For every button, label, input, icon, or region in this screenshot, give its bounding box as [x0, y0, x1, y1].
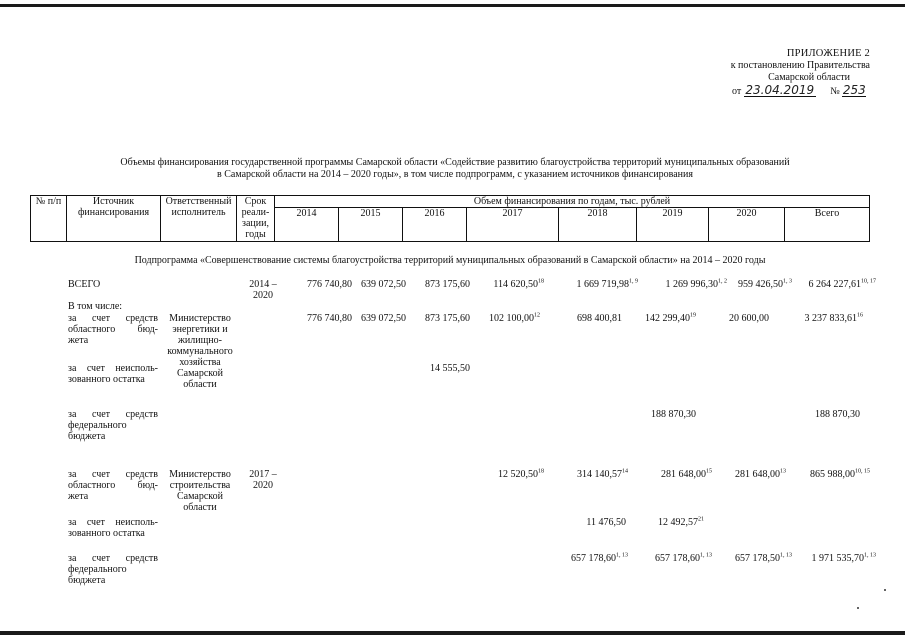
- construction-unused-2019: [604, 517, 704, 528]
- total-2017: [444, 279, 544, 290]
- value: 1 669 719,98: [576, 279, 629, 290]
- word: за: [68, 553, 77, 564]
- value: 3 237 833,61: [804, 313, 857, 324]
- footnote: 10, 17: [861, 278, 876, 285]
- word: бюд-: [137, 480, 158, 491]
- energy-unused-source: [68, 363, 158, 385]
- including-label: В том числе:: [68, 301, 123, 312]
- energy-regional-2018: 698 400,81: [577, 313, 622, 324]
- document-title-line-1: Объемы финансирования государственной программы Самарской области «Содействие развитию благоустройства территорий муниципальных образований: [120, 157, 790, 168]
- value: 281 648,00: [735, 469, 780, 480]
- footnote: 12: [534, 312, 540, 319]
- footnote: 19: [690, 312, 696, 319]
- word: областного: [68, 324, 116, 335]
- word: счет: [86, 517, 105, 528]
- word: средств: [125, 553, 158, 564]
- value: 1 269 996,30: [665, 279, 718, 290]
- header-year-2019: 2019: [637, 208, 709, 242]
- energy-federal-all: 188 870,30: [815, 409, 860, 420]
- energy-regional-2015: 639 072,50: [361, 313, 406, 324]
- word: средств: [125, 469, 158, 480]
- construction-unused-2018: 11 476,50: [586, 517, 626, 528]
- word: за: [68, 363, 77, 374]
- footnote: 15: [706, 468, 712, 475]
- word: областного: [68, 480, 116, 491]
- footnote: 18: [538, 278, 544, 285]
- value: 6 264 227,61: [808, 279, 861, 290]
- appendix-date-line: [732, 84, 870, 98]
- word: счет: [91, 469, 111, 480]
- document-title-line-2: в Самарской области на 2014 – 2020 годы», в том числе подпрограмм, с указанием источников финансирования: [217, 169, 693, 180]
- construction-regional-all: [770, 469, 870, 480]
- header-year-2018: 2018: [559, 208, 637, 242]
- total-label: ВСЕГО: [68, 279, 101, 290]
- word: за: [68, 313, 77, 324]
- footnote: 1, 13: [616, 552, 628, 559]
- header-responsible: Ответственный исполнитель: [161, 196, 237, 242]
- value: 657 178,50: [735, 553, 780, 564]
- header-volume: Объем финансирования по годам, тыс. рублей: [275, 196, 870, 208]
- source-line: бюджета: [68, 431, 106, 442]
- value: 314 140,57: [577, 469, 622, 480]
- subprogram-title: Подпрограмма «Совершенствование системы благоустройства территорий муниципальных образований в Самарской области» на 2014 – 2020 годы: [134, 255, 766, 266]
- energy-regional-2020: 20 600,00: [729, 313, 769, 324]
- source-line: [68, 409, 158, 420]
- energy-regional-2014: 776 740,80: [307, 313, 352, 324]
- construction-unused-source: [68, 517, 158, 539]
- document-title: [90, 157, 820, 181]
- appendix-title: ПРИЛОЖЕНИЕ 2: [786, 48, 870, 59]
- word: счет: [91, 409, 111, 420]
- footnote: 1, 2: [718, 278, 727, 285]
- source-line: жета: [68, 491, 89, 502]
- handwritten-number: 253: [842, 83, 866, 97]
- header-term: Срок реали-зации, годы: [237, 196, 275, 242]
- source-line: зованного остатка: [68, 374, 145, 385]
- value: 12 520,50: [498, 469, 538, 480]
- construction-term: 2017 – 2020: [249, 469, 277, 491]
- header-source: Источник финансирования: [67, 196, 161, 242]
- source-line: [68, 517, 158, 528]
- source-line: бюджета: [68, 575, 106, 586]
- footnote: 1, 9: [629, 278, 638, 285]
- word: неисполь-: [115, 517, 158, 528]
- energy-regional-all: [763, 313, 863, 324]
- header-year-2017: 2017: [467, 208, 559, 242]
- energy-unused-2016: 14 555,50: [430, 363, 470, 374]
- total-2016: 873 175,60: [425, 279, 470, 290]
- bottom-border-line: [0, 631, 905, 635]
- footnote: 13: [780, 468, 786, 475]
- footnote: 18: [538, 468, 544, 475]
- source-line: федерального: [68, 420, 127, 431]
- source-line: федерального: [68, 564, 127, 575]
- total-term: 2014 – 2020: [249, 279, 277, 301]
- header-year-2014: 2014: [275, 208, 339, 242]
- construction-regional-source: [68, 469, 158, 502]
- value: 959 426,50: [738, 279, 783, 290]
- word: средств: [125, 313, 158, 324]
- energy-regional-2016: 873 175,60: [425, 313, 470, 324]
- source-line: жета: [68, 335, 89, 346]
- footnote: 14: [622, 468, 628, 475]
- source-line: [68, 553, 158, 564]
- total-2015: 639 072,50: [361, 279, 406, 290]
- total-2018: [538, 279, 638, 290]
- word: средств: [125, 409, 158, 420]
- source-line: [68, 469, 158, 480]
- source-line: [68, 363, 158, 374]
- footnote: 1, 3: [783, 278, 792, 285]
- top-border-line: [0, 4, 905, 7]
- energy-federal-source: [68, 409, 158, 442]
- word: за: [68, 517, 77, 528]
- value: 657 178,60: [655, 553, 700, 564]
- source-line: зованного остатка: [68, 528, 145, 539]
- from-label: от: [732, 86, 742, 97]
- value: 12 492,57: [658, 517, 698, 528]
- construction-federal-all: [776, 553, 876, 564]
- value: 1 971 535,70: [811, 553, 864, 564]
- source-line: [68, 324, 158, 335]
- handwritten-date: 23.04.2019: [745, 83, 815, 97]
- source-line: [68, 313, 158, 324]
- appendix-line-1: к постановлению Правительства: [730, 60, 870, 71]
- word: за: [68, 409, 77, 420]
- footnote: 16: [857, 312, 863, 319]
- header-num: № п/п: [31, 196, 67, 242]
- value: 865 988,00: [810, 469, 855, 480]
- word: счет: [91, 553, 111, 564]
- energy-federal-2019: 188 870,30: [651, 409, 696, 420]
- construction-ministry-responsible: Министерство строительства Самарской области: [169, 469, 231, 513]
- number-sign: №: [830, 86, 840, 97]
- value: 102 100,00: [489, 313, 534, 324]
- footnote: 1, 13: [780, 552, 792, 559]
- header-year-2020: 2020: [709, 208, 785, 242]
- value: 114 620,50: [493, 279, 538, 290]
- total-all: [776, 279, 876, 290]
- word: неисполь-: [115, 363, 158, 374]
- total-2014: 776 740,80: [307, 279, 352, 290]
- construction-federal-source: [68, 553, 158, 586]
- financing-table-header: [30, 195, 870, 242]
- scan-speck: [884, 589, 886, 591]
- footnote: 10, 15: [855, 468, 870, 475]
- footnote: 21: [698, 516, 704, 523]
- energy-regional-source: [68, 313, 158, 346]
- appendix-block: [700, 48, 870, 98]
- appendix-line-2: Самарской области: [768, 72, 850, 83]
- source-line: [68, 480, 158, 491]
- header-year-2016: 2016: [403, 208, 467, 242]
- footnote: 1, 13: [864, 552, 876, 559]
- header-total: Всего: [785, 208, 870, 242]
- word: за: [68, 469, 77, 480]
- value: 281 648,00: [661, 469, 706, 480]
- value: 142 299,40: [645, 313, 690, 324]
- word: счет: [86, 363, 105, 374]
- value: 657 178,60: [571, 553, 616, 564]
- word: бюд-: [137, 324, 158, 335]
- header-year-2015: 2015: [339, 208, 403, 242]
- word: счет: [91, 313, 111, 324]
- footnote: 1, 13: [700, 552, 712, 559]
- energy-ministry-responsible: Министерство энергетики и жилищно-коммунального хозяйства Самарской области: [167, 313, 233, 390]
- scan-speck: [857, 607, 859, 609]
